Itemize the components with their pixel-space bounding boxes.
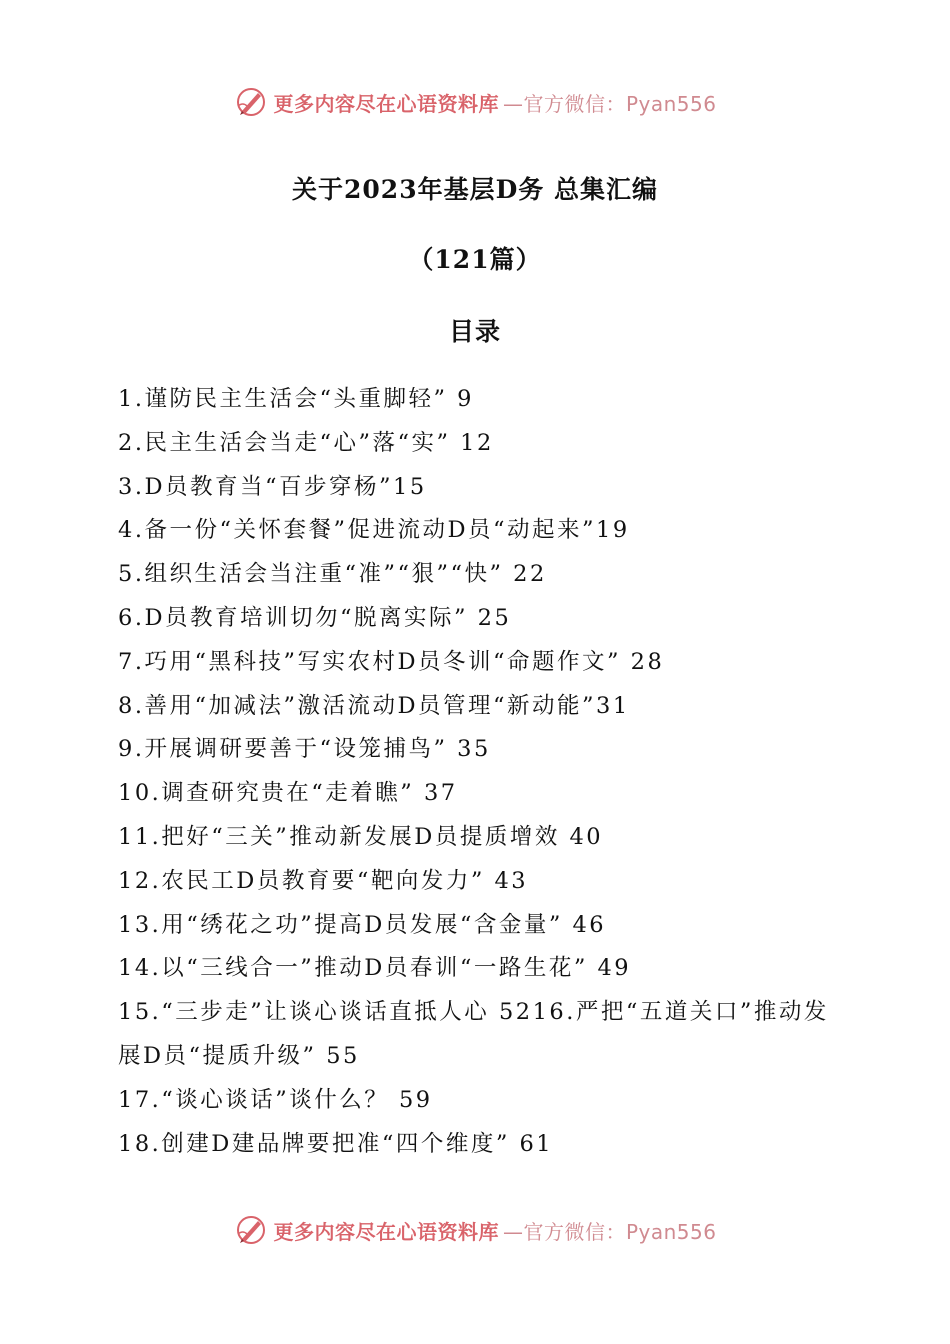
toc-entry: 14.以“三线合一”推动D员春训“一路生花” 49 bbox=[118, 955, 632, 982]
toc-heading: 目录 bbox=[448, 317, 501, 346]
toc-list bbox=[118, 378, 838, 1166]
toc-entry: 1.谨防民主生活会“头重脚轻” 9 bbox=[118, 386, 474, 412]
toc-entry: 3.D员教育当“百步穿杨”15 bbox=[118, 473, 427, 500]
watermark-contact-text: —官方微信：Pyan556 bbox=[502, 1219, 717, 1244]
document-subtitle: （121篇） bbox=[408, 245, 542, 274]
watermark-main-text: 更多内容尽在心语资料库 bbox=[273, 1219, 499, 1244]
toc-entry: 5.组织生活会当注重“准”“狠”“快” 22 bbox=[118, 561, 547, 588]
watermark-header bbox=[0, 84, 950, 120]
toc-entry: 6.D员教育培训切勿“脱离实际” 25 bbox=[118, 604, 512, 631]
toc-entry: 2.民主生活会当走“心”落“实” 12 bbox=[118, 429, 494, 456]
toc-entry: 10.调查研究贵在“走着瞧” 37 bbox=[118, 780, 458, 807]
pen-logo-icon bbox=[233, 84, 269, 120]
watermark-main-text: 更多内容尽在心语资料库 bbox=[273, 91, 499, 116]
toc-entry: 7.巧用“黑科技”写实农村D员冬训“命题作文” 28 bbox=[118, 648, 665, 675]
toc-entry: 18.创建D建品牌要把准“四个维度” 61 bbox=[118, 1130, 554, 1157]
pen-logo-icon bbox=[233, 1212, 269, 1248]
watermark-footer bbox=[0, 1212, 950, 1248]
toc-entry: 12.农民工D员教育要“靶向发力” 43 bbox=[118, 867, 529, 894]
watermark-contact-text: —官方微信：Pyan556 bbox=[502, 91, 717, 116]
toc-entry: 15.“三步走”让谈心谈话直抵人心 5216.严把“五道关口”推动发展D员“提质升级” 55 bbox=[118, 999, 829, 1069]
toc-entry: 17.“谈心谈话”谈什么？ 59 bbox=[118, 1086, 433, 1113]
toc-entry: 9.开展调研要善于“设笼捕鸟” 35 bbox=[118, 736, 491, 763]
toc-entry: 4.备一份“关怀套餐”促进流动D员“动起来”19 bbox=[118, 517, 630, 544]
toc-entry: 11.把好“三关”推动新发展D员提质增效 40 bbox=[118, 823, 604, 850]
toc-entry: 8.善用“加减法”激活流动D员管理“新动能”31 bbox=[118, 692, 630, 719]
document-title: 关于2023年基层D务 总集汇编 bbox=[292, 175, 658, 204]
toc-entry: 13.用“绣花之功”提高D员发展“含金量” 46 bbox=[118, 911, 607, 938]
